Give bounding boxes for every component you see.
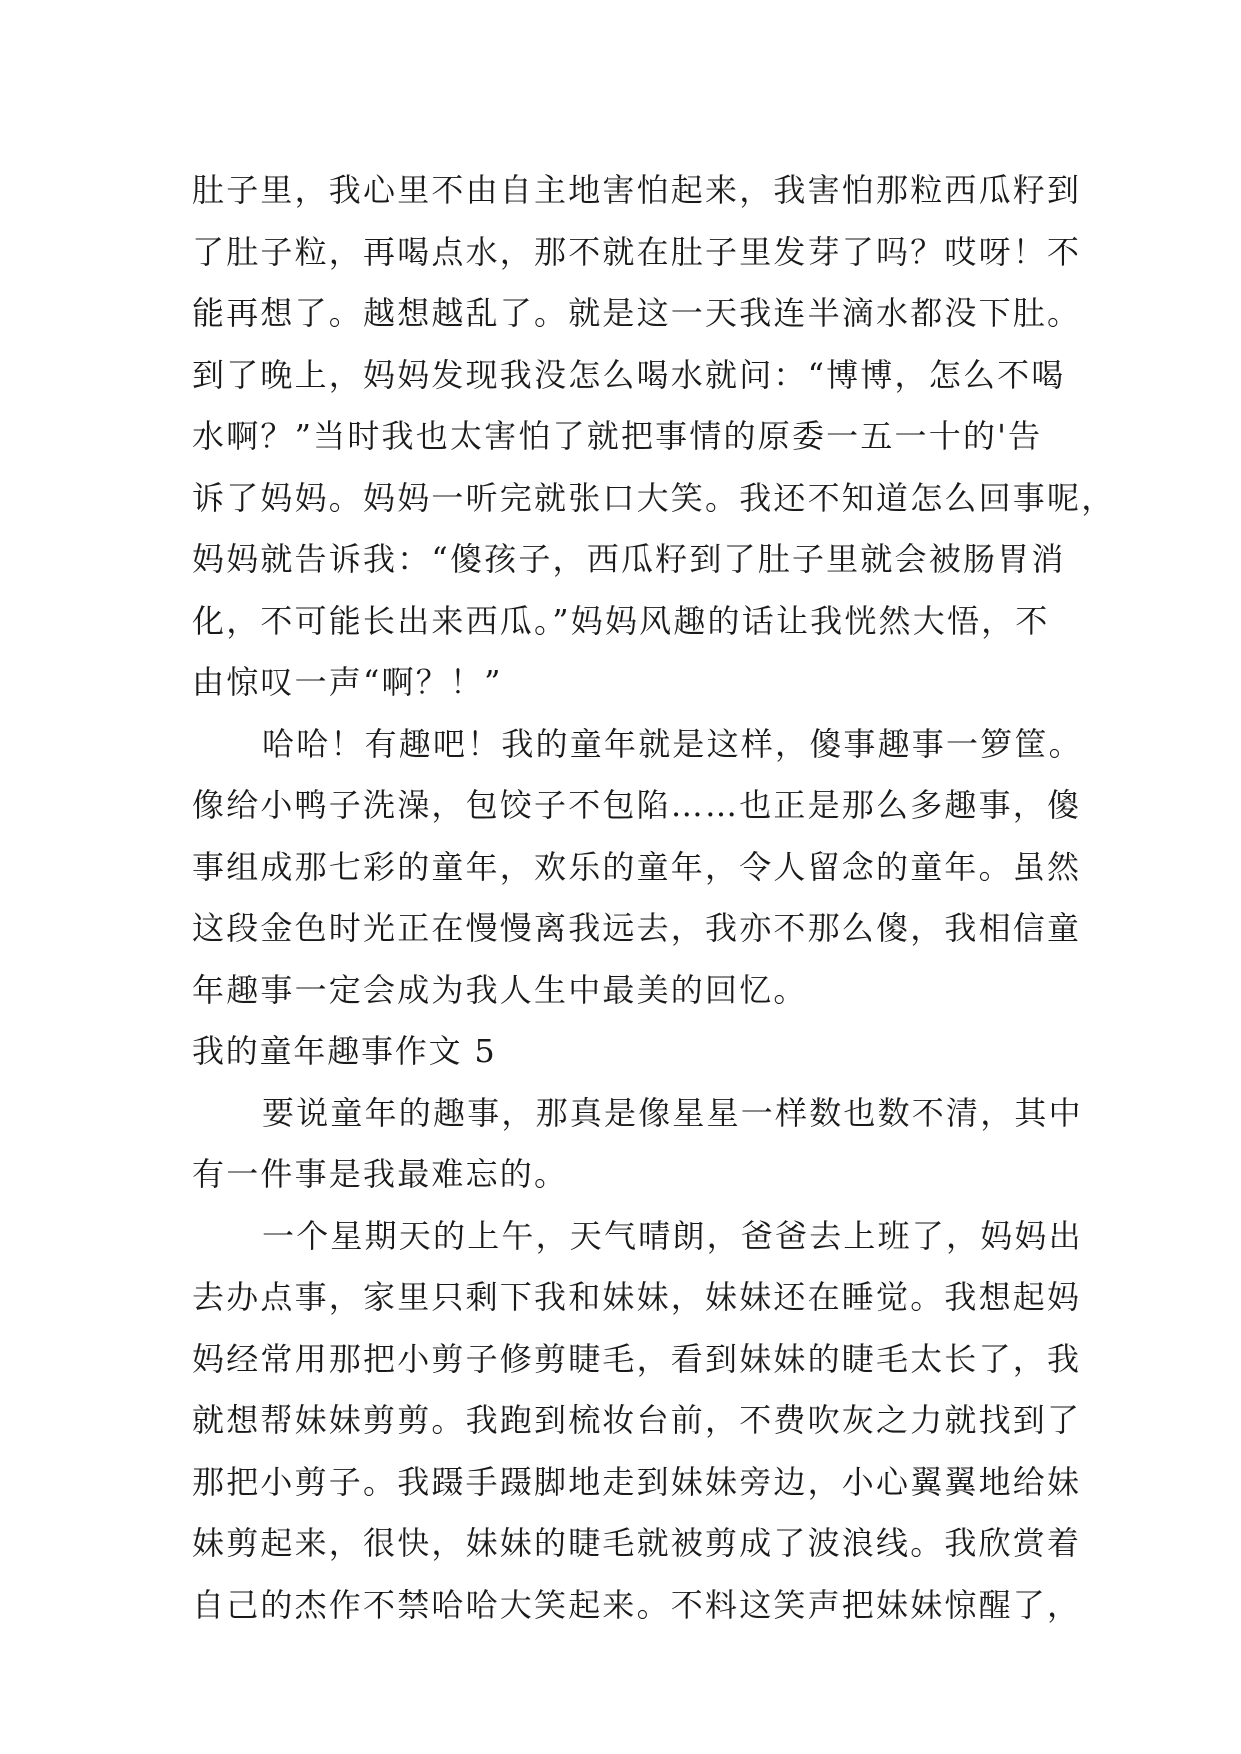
text-line: 就想帮妹妹剪剪。我跑到梳妆台前，不费吹灰之力就找到了: [192, 1401, 1082, 1439]
text-line: 妹剪起来，很快，妹妹的睫毛就被剪成了波浪线。我欣赏着: [192, 1524, 1082, 1562]
text-line: 妈妈就告诉我：“傻孩子，西瓜籽到了肚子里就会被肠胃消: [192, 540, 1066, 578]
text-line: 能再想了。越想越乱了。就是这一天我连半滴水都没下肚。: [192, 294, 1082, 332]
text-line: 肚子里，我心里不由自主地害怕起来，我害怕那粒西瓜籽到: [192, 171, 1082, 209]
text-line: 由惊叹一声“啊？！”: [192, 663, 503, 701]
text-line: 年趣事一定会成为我人生中最美的回忆。: [192, 970, 808, 1009]
text-line: 哈哈！有趣吧！我的童年就是这样，傻事趣事一箩筐。: [262, 724, 1083, 763]
text-line: 化，不可能长出来西瓜。”妈妈风趣的话让我恍然大悟，不: [192, 601, 1050, 640]
text-line: 一个星期天的上午，天气晴朗，爸爸去上班了，妈妈出: [262, 1216, 1083, 1255]
text-line: 诉了妈妈。妈妈一听完就张口大笑。我还不知道怎么回事呢，: [192, 478, 1116, 517]
text-line: 妈经常用那把小剪子修剪睫毛，看到妹妹的睫毛太长了，我: [192, 1339, 1082, 1378]
text-line: 水啊？”当时我也太害怕了就把事情的原委一五一十的'告: [192, 417, 1043, 455]
text-line: 到了晚上，妈妈发现我没怎么喝水就问：“博博，怎么不喝: [192, 355, 1066, 394]
text-line: 像给小鸭子洗澡，包饺子不包陷……也正是那么多趣事，傻: [192, 786, 1082, 824]
text-line: 事组成那七彩的童年，欢乐的童年，令人留念的童年。虽然: [192, 847, 1082, 886]
text-line: 这段金色时光正在慢慢离我远去，我亦不那么傻，我相信童: [192, 909, 1082, 947]
document-body: [192, 160, 1116, 1636]
text-line: 去办点事，家里只剩下我和妹妹，妹妹还在睡觉。我想起妈: [192, 1278, 1082, 1316]
text-line: 那把小剪子。我蹑手蹑脚地走到妹妹旁边，小心翼翼地给妹: [192, 1462, 1082, 1501]
section-heading: 我的童年趣事作文 5: [192, 1032, 497, 1070]
text-line: 有一件事是我最难忘的。: [192, 1155, 569, 1193]
text-line: 自己的杰作不禁哈哈大笑起来。不料这笑声把妹妹惊醒了，: [192, 1585, 1082, 1624]
text-line: 了肚子粒，再喝点水，那不就在肚子里发芽了吗？哎呀！不: [192, 232, 1082, 271]
text-line: 要说童年的趣事，那真是像星星一样数也数不清，其中: [262, 1093, 1083, 1132]
